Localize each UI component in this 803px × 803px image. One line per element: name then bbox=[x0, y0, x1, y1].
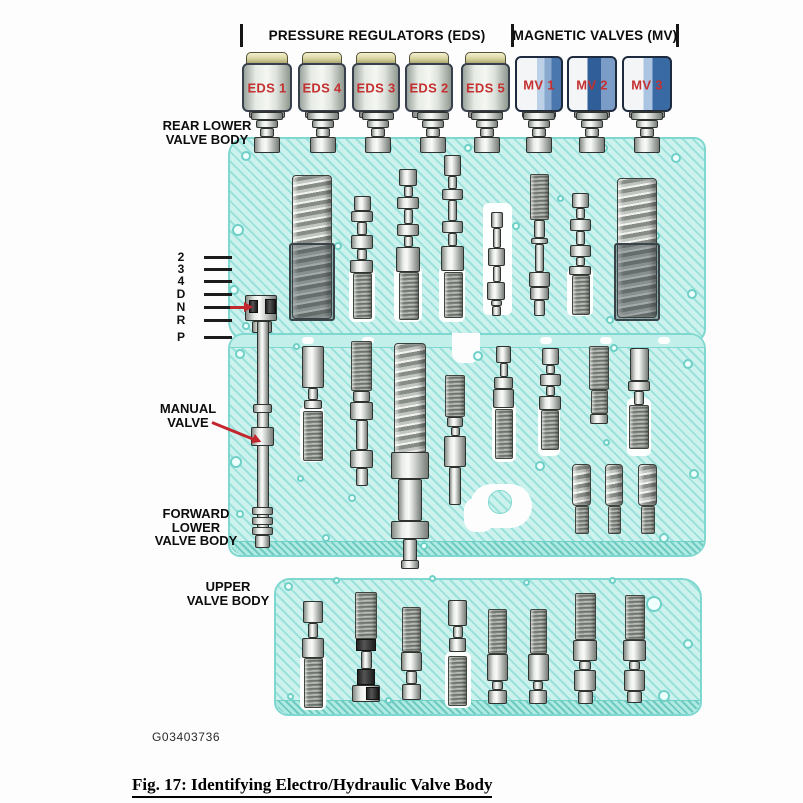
label-line: UPPER bbox=[205, 579, 251, 594]
valve-spool-segment bbox=[391, 452, 429, 479]
gear-position-tick bbox=[204, 293, 232, 296]
valve-spool-segment bbox=[570, 219, 591, 231]
solenoid-mv2 bbox=[567, 52, 617, 118]
bolt-hole bbox=[322, 534, 330, 542]
valve-spool-segment bbox=[526, 137, 552, 153]
bolt-hole bbox=[523, 579, 530, 586]
valve-spool-segment bbox=[576, 257, 585, 266]
spring-sleeve bbox=[614, 243, 660, 321]
valve-spool-segment bbox=[402, 684, 421, 700]
valve-spool-segment bbox=[572, 193, 589, 208]
valve-spool-segment bbox=[448, 600, 467, 626]
bolt-hole bbox=[232, 224, 244, 236]
valve-spool-segment bbox=[449, 638, 466, 652]
valve-spring bbox=[444, 272, 463, 318]
valve-spring bbox=[351, 341, 372, 391]
valve-spool-segment bbox=[448, 233, 457, 246]
valve-spool-segment bbox=[252, 517, 273, 525]
valve-spool-segment bbox=[312, 120, 334, 128]
bore-slot bbox=[658, 337, 670, 344]
valve-spool-segment bbox=[399, 169, 417, 186]
gear-position-tick bbox=[204, 268, 232, 271]
bolt-hole bbox=[385, 697, 392, 704]
valve-spool-segment bbox=[578, 691, 593, 704]
bolt-hole bbox=[333, 577, 340, 584]
valve-spool-segment bbox=[573, 640, 597, 661]
valve-spool-segment bbox=[631, 112, 663, 120]
solenoid-eds2 bbox=[405, 52, 453, 118]
valve-spool-segment bbox=[422, 120, 444, 128]
solenoid-label: EDS 3 bbox=[356, 80, 396, 96]
bolt-hole bbox=[464, 144, 472, 152]
valve-spool-segment bbox=[451, 427, 460, 436]
gear-position-tick bbox=[204, 319, 232, 322]
valve-spool-segment bbox=[396, 247, 420, 272]
valve-spool-segment bbox=[487, 282, 505, 300]
valve-spool-segment bbox=[474, 137, 500, 153]
valve-spool-segment bbox=[492, 681, 503, 690]
spring-sleeve bbox=[289, 243, 335, 321]
label-manual-valve bbox=[150, 402, 226, 429]
valve-spool-segment bbox=[579, 661, 591, 670]
valve-spring bbox=[495, 409, 513, 459]
solenoid-mv1 bbox=[515, 52, 563, 118]
valve-spool-segment bbox=[367, 120, 389, 128]
valve-spool-segment bbox=[487, 654, 508, 681]
valve-dark-segment bbox=[356, 639, 376, 651]
valve-spool-segment bbox=[634, 137, 660, 153]
valve-spool-segment bbox=[493, 389, 514, 408]
valve-dark-segment bbox=[366, 687, 379, 700]
gear-position-label: 3 bbox=[177, 262, 185, 276]
valve-spool-segment bbox=[350, 260, 373, 273]
label-line: VALVE bbox=[167, 414, 209, 430]
solenoid-body bbox=[352, 63, 400, 112]
valve-spool-segment bbox=[530, 287, 549, 300]
solenoid-label: EDS 5 bbox=[465, 80, 506, 96]
valve-spool-segment bbox=[534, 300, 545, 316]
valve-spool-segment bbox=[623, 640, 646, 661]
label-line: LOWER bbox=[171, 519, 221, 535]
valve-spool-segment bbox=[529, 272, 550, 287]
bolt-hole bbox=[293, 343, 300, 350]
valve-spool-segment bbox=[397, 197, 419, 209]
bolt-hole bbox=[535, 461, 545, 471]
valve-spool-segment bbox=[401, 560, 419, 569]
valve-spool-segment bbox=[492, 306, 501, 316]
solenoid-label: MV 2 bbox=[576, 77, 608, 93]
valve-spool-segment bbox=[630, 348, 649, 381]
valve-spool-segment bbox=[585, 128, 599, 137]
valve-spool-segment bbox=[302, 638, 324, 658]
valve-spring bbox=[629, 405, 649, 449]
solenoid-label: EDS 4 bbox=[302, 80, 342, 96]
valve-spool-segment bbox=[546, 386, 555, 396]
valve-spool-segment bbox=[420, 137, 446, 153]
label-line: VALVE BODY bbox=[165, 131, 249, 147]
valve-spool-segment bbox=[634, 391, 644, 405]
valve-spool-segment bbox=[444, 436, 466, 467]
valve-spool-segment bbox=[447, 417, 463, 427]
valve-spool-segment bbox=[448, 176, 457, 189]
coil-spring bbox=[638, 464, 657, 506]
valve-spool-segment bbox=[444, 155, 461, 176]
solenoid-eds1 bbox=[242, 52, 292, 118]
bolt-hole bbox=[659, 533, 669, 543]
bolt-hole bbox=[284, 582, 293, 591]
label-upper-valve-body bbox=[178, 580, 278, 607]
bolt-hole bbox=[512, 222, 520, 230]
valve-spool-segment bbox=[590, 414, 608, 424]
valve-spool-segment bbox=[252, 527, 273, 535]
valve-spool-segment bbox=[534, 220, 545, 238]
valve-spool-segment bbox=[476, 120, 498, 128]
solenoid-body bbox=[515, 56, 563, 112]
valve-spool-segment bbox=[453, 626, 463, 638]
valve-spool-segment bbox=[362, 112, 394, 120]
gear-position-label: P bbox=[176, 330, 185, 344]
valve-spool-segment bbox=[628, 381, 650, 391]
valve-spool-segment bbox=[532, 128, 546, 137]
solenoid-eds3 bbox=[352, 52, 400, 118]
valve-spring bbox=[303, 411, 323, 461]
bolt-hole bbox=[429, 575, 436, 582]
valve-spool-segment bbox=[391, 521, 429, 539]
valve-spring bbox=[541, 410, 559, 450]
header-magnetic-valves: MAGNETIC VALVES (MV) bbox=[512, 28, 678, 43]
valve-spool-segment bbox=[255, 535, 270, 548]
gear-position-tick bbox=[204, 256, 232, 259]
valve-spool-segment bbox=[581, 120, 603, 128]
valve-spool-segment bbox=[629, 661, 640, 670]
gear-position-label: D bbox=[176, 287, 186, 301]
valve-spool-segment bbox=[576, 231, 585, 245]
valve-spool-segment bbox=[316, 128, 330, 137]
valve-spool-segment bbox=[569, 266, 591, 275]
valve-spool-segment bbox=[307, 112, 339, 120]
valve-spring bbox=[488, 609, 507, 654]
valve-spool-segment bbox=[403, 539, 417, 561]
valve-spool-segment bbox=[449, 467, 461, 505]
valve-spool-segment bbox=[351, 211, 373, 222]
valve-spool-segment bbox=[488, 248, 505, 266]
coil-spring bbox=[394, 343, 426, 455]
valve-spool-segment bbox=[350, 450, 373, 468]
valve-spool-segment bbox=[302, 346, 324, 388]
valve-spool-segment bbox=[523, 112, 555, 120]
label-forward-lower-valve-body bbox=[146, 507, 246, 548]
valve-spool-segment bbox=[576, 112, 608, 120]
valve-spool-segment bbox=[304, 400, 322, 409]
solenoid-eds5 bbox=[461, 52, 510, 118]
valve-spool-segment bbox=[539, 396, 561, 410]
valve-spring bbox=[355, 592, 377, 639]
bolt-hole bbox=[610, 344, 618, 352]
gear-position-label: 4 bbox=[177, 274, 185, 288]
gear-position-tick bbox=[204, 336, 232, 339]
valve-spool-segment bbox=[441, 246, 464, 271]
valve-spool-segment bbox=[351, 235, 373, 249]
valve-spool-segment bbox=[442, 221, 463, 233]
valve-spring bbox=[608, 506, 621, 534]
bolt-hole bbox=[609, 577, 616, 584]
bolt-hole bbox=[334, 242, 342, 250]
valve-spool-segment bbox=[365, 137, 391, 153]
valve-spool-segment bbox=[417, 112, 449, 120]
valve-spring bbox=[530, 174, 549, 220]
gear-position-label: N bbox=[176, 300, 186, 314]
gear-position-label: R bbox=[176, 313, 186, 327]
label-line: VALVE BODY bbox=[186, 592, 270, 608]
solenoid-label: MV 1 bbox=[523, 77, 555, 93]
gear-position-tick bbox=[204, 306, 232, 309]
label-rear-lower-valve-body bbox=[146, 119, 268, 146]
valve-spool-segment bbox=[546, 365, 555, 374]
solenoid-mv3 bbox=[622, 52, 672, 118]
bolt-hole bbox=[230, 456, 242, 468]
valve-spring bbox=[589, 346, 609, 390]
valve-spool-segment bbox=[350, 402, 373, 420]
solenoid-body bbox=[622, 56, 672, 112]
valve-spool-segment bbox=[579, 137, 605, 153]
bolt-hole bbox=[683, 639, 693, 649]
valve-spool-segment bbox=[404, 209, 413, 224]
valve-spring bbox=[641, 506, 655, 534]
valve-spool-segment bbox=[494, 377, 513, 389]
valve-spring bbox=[304, 658, 323, 708]
valve-spool-segment bbox=[448, 200, 457, 221]
bolt-hole bbox=[235, 349, 245, 359]
gear-position-tick bbox=[204, 280, 232, 283]
valve-spool-segment bbox=[528, 654, 549, 681]
valve-spool-segment bbox=[528, 120, 550, 128]
pointer-arrow-gear-to-manual-valve bbox=[230, 306, 245, 309]
bolt-hole bbox=[297, 475, 304, 482]
valve-spool-segment bbox=[310, 137, 336, 153]
valve-spring bbox=[445, 375, 465, 417]
valve-spool-segment bbox=[493, 228, 501, 248]
valve-dark-segment bbox=[265, 299, 276, 314]
valve-spool-segment bbox=[406, 671, 417, 684]
bolt-hole bbox=[557, 195, 564, 202]
valve-spool-segment bbox=[442, 189, 463, 200]
valve-spool-segment bbox=[480, 128, 494, 137]
bolt-hole bbox=[646, 596, 662, 612]
valve-spool-segment bbox=[491, 212, 503, 228]
valve-spool-segment bbox=[471, 112, 503, 120]
valve-spool-segment bbox=[533, 681, 543, 690]
valve-spool-segment bbox=[252, 507, 273, 515]
bolt-hole bbox=[287, 693, 294, 700]
solenoid-eds4 bbox=[298, 52, 346, 118]
valve-spring bbox=[448, 656, 467, 706]
bolt-hole bbox=[671, 153, 681, 163]
valve-spool-segment bbox=[361, 651, 372, 669]
solenoid-label: MV 3 bbox=[631, 77, 663, 93]
valve-spool-segment bbox=[636, 120, 658, 128]
valve-spool-segment bbox=[397, 224, 419, 236]
bolt-hole bbox=[683, 359, 693, 369]
valve-spring bbox=[399, 272, 419, 320]
valve-spring bbox=[575, 506, 589, 534]
solenoid-body bbox=[405, 63, 453, 112]
valve-spool-segment bbox=[356, 468, 368, 486]
valve-spool-segment bbox=[540, 374, 561, 386]
figure-caption: Fig. 17: Identifying Electro/Hydraulic Valve Body bbox=[132, 775, 492, 798]
label-line: VALVE BODY bbox=[154, 533, 238, 548]
valve-spool-segment bbox=[404, 236, 413, 247]
gear-position-label: 2 bbox=[177, 250, 185, 264]
drawing-number: G03403736 bbox=[152, 730, 221, 744]
bolt-hole bbox=[603, 439, 610, 446]
valve-spool-segment bbox=[574, 670, 596, 691]
solenoid-label: EDS 2 bbox=[409, 80, 449, 96]
valve-spool-segment bbox=[576, 208, 585, 219]
solenoid-body bbox=[298, 63, 346, 112]
valve-spool-segment bbox=[624, 670, 645, 691]
valve-spool-segment bbox=[308, 623, 318, 638]
valve-spool-segment bbox=[496, 346, 511, 363]
valve-spring bbox=[572, 275, 590, 315]
solenoid-body bbox=[461, 63, 510, 112]
coil-spring bbox=[572, 464, 591, 506]
valve-spool-segment bbox=[353, 391, 370, 402]
valve-spring bbox=[591, 390, 608, 414]
solenoid-label: EDS 1 bbox=[247, 80, 287, 96]
valve-spool-segment bbox=[356, 420, 368, 450]
valve-spool-segment bbox=[640, 128, 654, 137]
bolt-hole bbox=[687, 289, 697, 299]
bore-slot bbox=[302, 337, 314, 344]
valve-spool-segment bbox=[253, 404, 272, 413]
valve-spool-segment bbox=[500, 363, 508, 377]
label-line: MANUAL bbox=[159, 401, 217, 416]
valve-spring bbox=[575, 593, 596, 640]
bolt-hole bbox=[241, 151, 251, 161]
valve-spool-segment bbox=[354, 196, 371, 211]
valve-spool-segment bbox=[357, 222, 367, 235]
bore-slot bbox=[540, 337, 552, 344]
valve-spring bbox=[530, 609, 547, 654]
valve-spool-segment bbox=[493, 266, 501, 282]
bolt-hole bbox=[689, 469, 699, 479]
valve-spool-segment bbox=[488, 690, 507, 704]
label-line: REAR LOWER bbox=[162, 118, 252, 133]
valve-spool-segment bbox=[371, 128, 385, 137]
coil-spring bbox=[605, 464, 623, 506]
plate-hook-island bbox=[488, 490, 512, 514]
valve-spool-segment bbox=[529, 690, 547, 704]
header-pressure-regulators: PRESSURE REGULATORS (EDS) bbox=[268, 28, 486, 43]
valve-spool-segment bbox=[542, 348, 559, 365]
valve-spool-segment bbox=[627, 691, 642, 703]
valve-dark-segment bbox=[357, 669, 375, 685]
solenoid-body bbox=[567, 56, 617, 112]
bolt-hole bbox=[420, 542, 428, 550]
valve-spool-segment bbox=[308, 388, 318, 400]
valve-spool-segment bbox=[404, 186, 413, 197]
label-line: FORWARD bbox=[162, 506, 230, 521]
valve-spool-segment bbox=[303, 601, 323, 623]
valve-spool-segment bbox=[401, 652, 422, 671]
solenoid-body bbox=[242, 63, 292, 112]
bolt-hole bbox=[242, 322, 250, 330]
valve-spring bbox=[625, 595, 645, 640]
valve-spring bbox=[402, 607, 421, 652]
bolt-hole bbox=[606, 316, 614, 324]
bolt-hole bbox=[658, 690, 670, 702]
valve-spring bbox=[353, 273, 372, 319]
valve-spool-segment bbox=[535, 244, 544, 272]
valve-spool-segment bbox=[398, 479, 422, 521]
valve-spool-segment bbox=[426, 128, 440, 137]
valve-spool-segment bbox=[570, 245, 591, 257]
bore-slot bbox=[600, 337, 612, 344]
bolt-hole bbox=[348, 494, 356, 502]
plate-gasket-strip bbox=[230, 541, 704, 555]
bolt-hole bbox=[473, 351, 483, 361]
valve-spool-segment bbox=[357, 249, 367, 260]
